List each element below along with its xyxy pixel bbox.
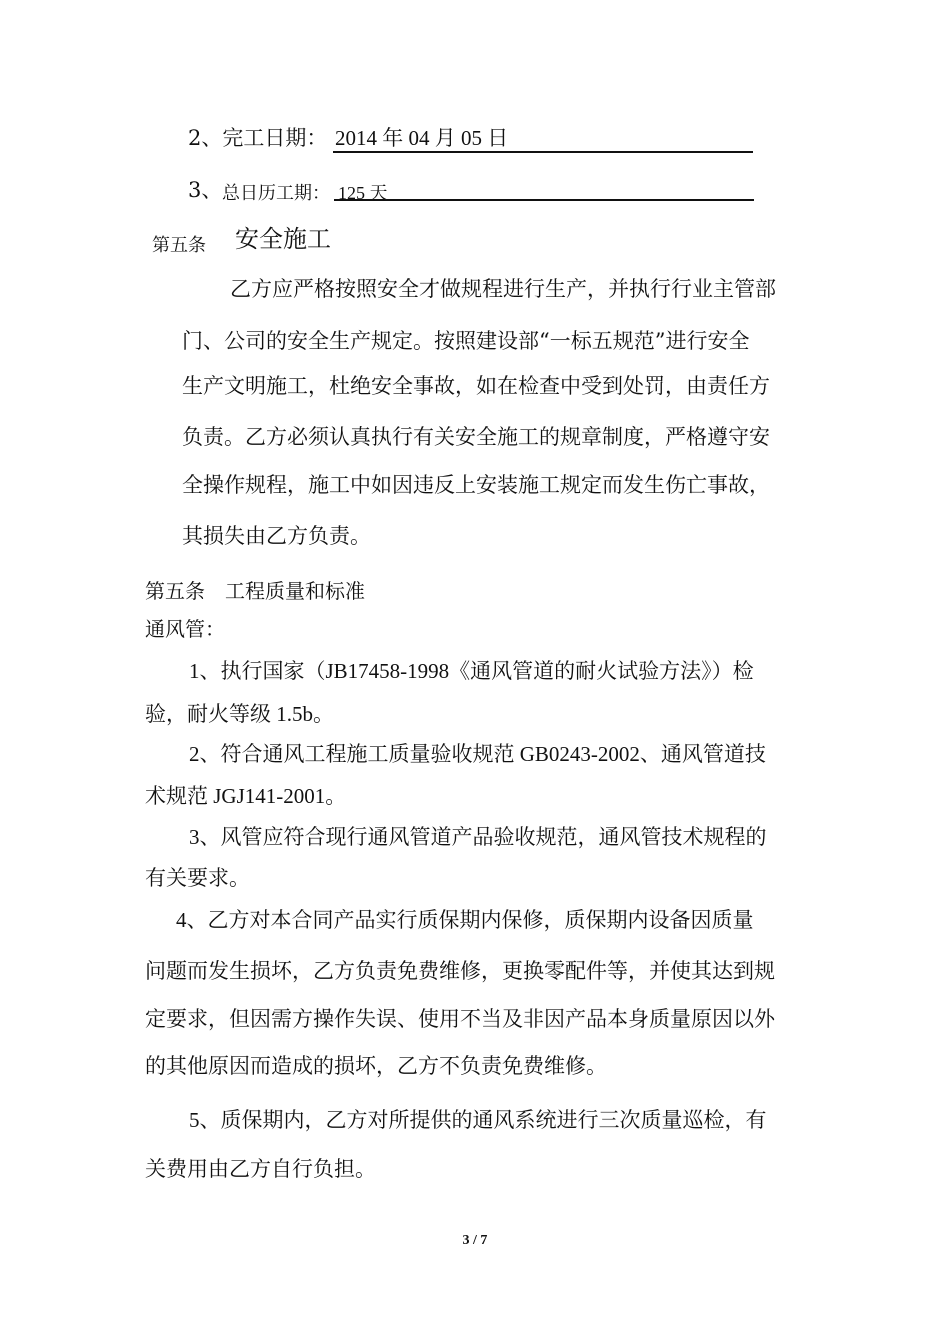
total-days-underline xyxy=(334,199,754,201)
paragraph-line: 乙方应严格按照安全才做规程进行生产，并执行行业主管部 xyxy=(230,277,776,301)
list-item: 5、质保期内，乙方对所提供的通风系统进行三次质量巡检，有 xyxy=(189,1108,767,1132)
paragraph-line: 全操作规程，施工中如因违反上安装施工规定而发生伤亡事故， xyxy=(182,473,770,497)
paragraph-line: 其损失由乙方负责。 xyxy=(182,524,371,548)
list-item-continuation: 定要求，但因需方操作失误、使用不当及非因产品本身质量原因以外 xyxy=(145,1007,775,1031)
paragraph-line: 门、公司的安全生产规定。按照建设部“一标五规范”进行安全 xyxy=(182,329,750,353)
list-item: 2、符合通风工程施工质量验收规范 GB0243-2002、通风管道技 xyxy=(189,742,766,766)
page-number: 3 / 7 xyxy=(462,1233,488,1248)
list-item-continuation: 术规范 JGJ141-2001。 xyxy=(145,784,347,808)
list-item-continuation: 的其他原因而造成的损坏，乙方不负责免费维修。 xyxy=(145,1054,607,1078)
list-item-continuation: 关费用由乙方自行负担。 xyxy=(145,1157,376,1181)
completion-date-label: 2、完工日期： xyxy=(188,126,328,150)
list-item-continuation: 问题而发生损坏，乙方负责免费维修，更换零配件等，并使其达到规 xyxy=(145,959,775,983)
paragraph-line: 负责。乙方必须认真执行有关安全施工的规章制度，严格遵守安 xyxy=(182,425,770,449)
article-title: 安全施工 xyxy=(235,225,331,253)
list-item: 4、乙方对本合同产品实行质保期内保修，质保期内设备因质量 xyxy=(176,908,754,932)
article-prefix: 第五条 xyxy=(152,235,206,256)
list-item-continuation: 有关要求。 xyxy=(145,866,250,890)
quality-heading: 第五条 工程质量和标准 xyxy=(145,579,365,603)
paragraph-line: 生产文明施工，杜绝安全事故，如在检查中受到处罚，由责任方 xyxy=(182,374,770,398)
list-item: 1、执行国家（JB17458-1998《通风管道的耐火试验方法》）检 xyxy=(189,659,754,683)
completion-date-underline xyxy=(333,151,753,153)
list-item-continuation: 验，耐火等级 1.5b。 xyxy=(145,702,334,726)
list-item: 3、风管应符合现行通风管道产品验收规范，通风管技术规程的 xyxy=(189,825,767,849)
quality-subheading: 通风管： xyxy=(145,617,225,641)
total-days-value: 125 天 xyxy=(338,183,388,203)
total-days-number: 3、 xyxy=(188,178,223,202)
total-days-label: 总日历工期： xyxy=(222,183,330,204)
completion-date-value: 2014 年 04 月 05 日 xyxy=(335,126,509,150)
